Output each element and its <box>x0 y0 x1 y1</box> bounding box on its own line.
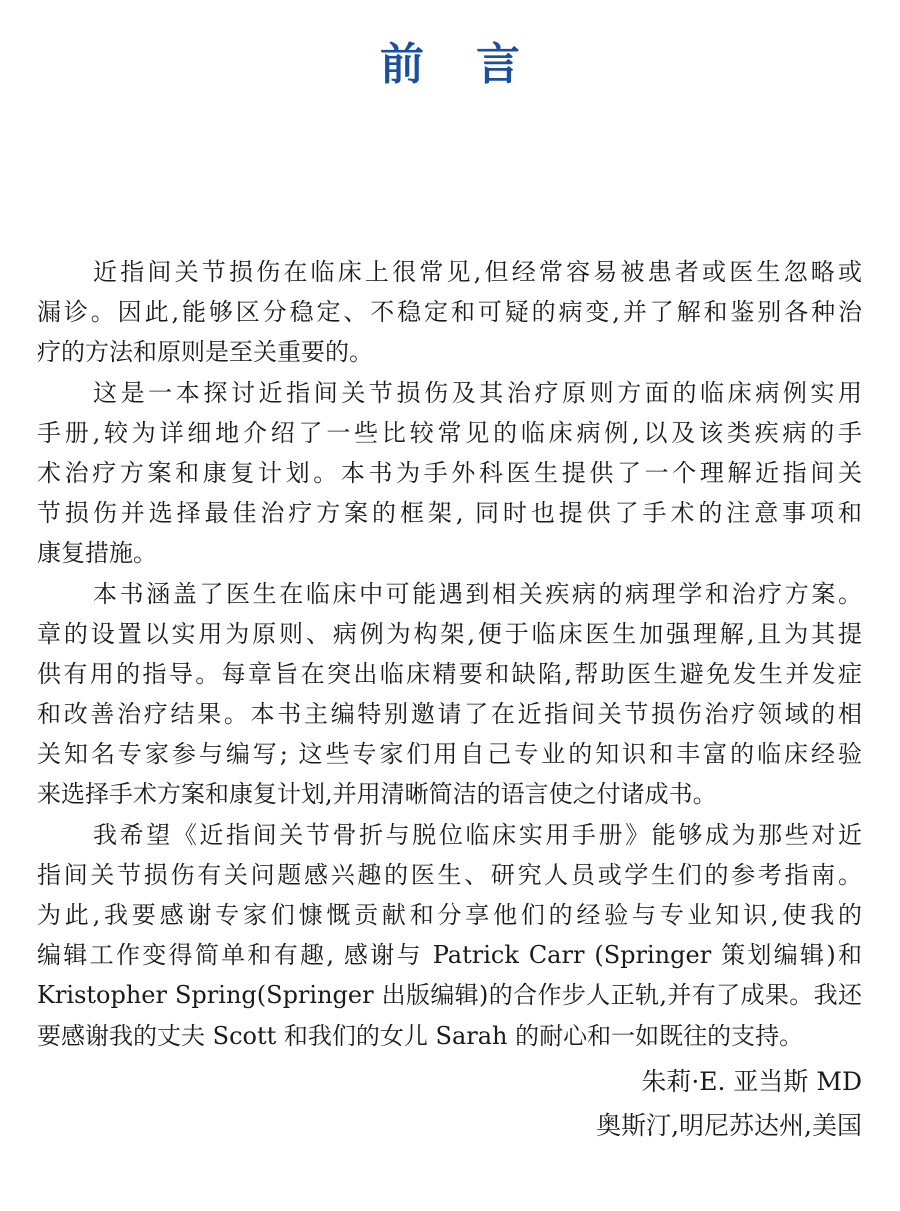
text-line: 我希望《近指间关节骨折与脱位临床实用手册》能够成为那些对近 <box>93 820 862 849</box>
text-line: 章的设置以实用为原则、病例为构架,便于临床医生加强理解,且为其提 <box>37 619 862 648</box>
text-line: 和改善治疗结果。本书主编特别邀请了在近指间关节损伤治疗领域的相 <box>37 700 862 729</box>
text-line: 来选择手术方案和康复计划,并用清晰简洁的语言使之付诸成书。 <box>37 780 717 809</box>
text-line: 供有用的指导。每章旨在突出临床精要和缺陷,帮助医生避免发生并发症 <box>37 659 862 688</box>
text-line: 康复措施。 <box>37 539 157 568</box>
page-title <box>0 28 900 92</box>
text-line: 近指间关节损伤在临床上很常见,但经常容易被患者或医生忽略或 <box>93 258 862 286</box>
title-char: 前 <box>380 39 424 90</box>
text-line: Kristopher Spring(Springer 出版编辑)的合作步人正轨,并有了成果。我还 <box>37 981 862 1010</box>
text-line: 漏诊。因此,能够区分稳定、不稳定和可疑的病变,并了解和鉴别各种治 <box>37 298 862 327</box>
text-line: 术治疗方案和康复计划。本书为手外科医生提供了一个理解近指间关 <box>37 458 862 487</box>
author-location: 奥斯汀,明尼苏达州,美国 <box>596 1111 862 1140</box>
text-line: 疗的方法和原则是至关重要的。 <box>37 338 373 367</box>
text-line: 本书涵盖了医生在临床中可能遇到相关疾病的病理学和治疗方案。 <box>93 579 862 608</box>
text-line: 关知名专家参与编写; 这些专家们用自己专业的知识和丰富的临床经验 <box>37 740 862 769</box>
text-line: 要感谢我的丈夫 Scott 和我们的女儿 Sarah 的耐心和一如既往的支持。 <box>37 1021 804 1050</box>
text-line: 手册,较为详细地介绍了一些比较常见的临床病例,以及该类疾病的手 <box>37 418 862 447</box>
preface-body <box>37 252 862 1056</box>
title-char: 言 <box>476 39 520 90</box>
author-signature: 朱莉·E. 亚当斯 MD <box>641 1067 862 1096</box>
text-line: 节损伤并选择最佳治疗方案的框架, 同时也提供了手术的注意事项和 <box>37 499 862 528</box>
text-line: 指间关节损伤有关问题感兴趣的医生、研究人员或学生们的参考指南。 <box>37 860 862 889</box>
text-line: 这是一本探讨近指间关节损伤及其治疗原则方面的临床病例实用 <box>93 378 862 407</box>
text-line: 为此,我要感谢专家们慷慨贡献和分享他们的经验与专业知识,使我的 <box>37 901 862 929</box>
text-line: 编辑工作变得简单和有趣, 感谢与 Patrick Carr (Springer 策划编辑)和 <box>37 941 862 970</box>
